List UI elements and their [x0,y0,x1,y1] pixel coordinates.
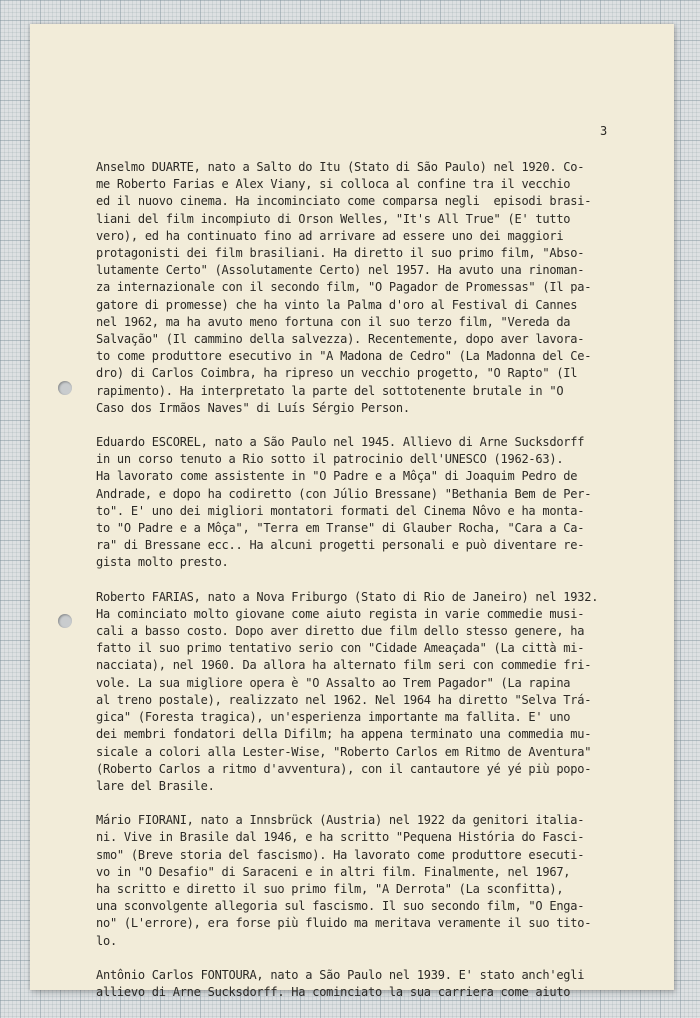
text-line: rapimento). Ha interpretato la parte del sottotenente brutale in "O [96,383,564,398]
text-line: sicale a colori alla Lester-Wise, "Roberto Carlos em Ritmo de Aventura" [96,744,592,759]
text-line: protagonisti dei film brasiliani. Ha diretto il suo primo film, "Abso- [96,246,585,261]
text-line: ra" di Bressane ecc.. Ha alcuni progetti personali e può diventare re- [96,538,585,553]
text-line: Andrade, e dopo ha codiretto (con Júlio Bressane) "Bethania Bem de Per- [96,486,592,501]
text-line: to come produttore esecutivo in "A Madona de Cedro" (La Madonna del Ce- [96,349,592,364]
text-line: Mário FIORANI, nato a Innsbrück (Austria) nel 1922 da genitori italia- [96,813,585,828]
text-line: vole. La sua migliore opera è "O Assalto ao Trem Pagador" (La rapina [96,675,571,690]
text-line: ni. Vive in Brasile dal 1946, e ha scritto "Pequena História do Fasci- [96,830,585,845]
paragraph-mario-fiorani [96,812,664,950]
text-line: fatto il suo primo tentativo serio con "Cidade Ameaçada" (La città mi- [96,641,585,656]
text-line: Eduardo ESCOREL, nato a São Paulo nel 1945. Allievo di Arne Sucksdorff [96,435,585,450]
text-line: lare del Brasile. [96,778,215,793]
text-line: Ha lavorato come assistente in "O Padre e a Môça" di Joaquim Pedro de [96,469,578,484]
text-line: Roberto FARIAS, nato a Nova Friburgo (Stato di Rio de Janeiro) nel 1932. [96,589,599,604]
text-line: nacciata), nel 1960. Da allora ha alternato film seri con commedie fri- [96,658,592,673]
text-line: (Roberto Carlos a ritmo d'avventura), con il cantautore yé yé più popo- [96,761,592,776]
text-line: allievo di Arne Sucksdorff. Ha cominciato la sua carriera come aiuto [96,984,571,999]
paragraph-roberto-farias [96,589,664,795]
text-line: liani del film incompiuto di Orson Welles, "It's All True" (E' tutto [96,211,571,226]
text-line: dro) di Carlos Coimbra, ha ripreso un vecchio progetto, "O Rapto" (Il [96,366,578,381]
text-line: vero), ed ha continuato fino ad arrivare ad essere uno dei maggiori [96,228,564,243]
text-line: gica" (Foresta tragica), un'esperienza importante ma fallita. E' uno [96,710,571,725]
text-line: ha scritto e diretto il suo primo film, "A Derrota" (La sconfitta), [96,881,564,896]
text-line: vo in "O Desafio" di Saraceni e in altri film. Finalmente, nel 1967, [96,864,571,879]
text-line: no" (L'errore), era forse più fluido ma meritava veramente il suo tito- [96,916,592,931]
paragraph-antonio-carlos-fontoura [96,967,664,1001]
text-line: una sconvolgente allegoria sul fascismo. Il suo secondo film, "O Enga- [96,899,585,914]
page-number: 3 [600,124,608,138]
text-line: al treno postale), realizzato nel 1962. Nel 1964 ha diretto "Selva Trá- [96,692,592,707]
text-line: me Roberto Farias e Alex Viany, si colloca al confine tra il vecchio [96,177,571,192]
text-line: nel 1962, ma ha avuto meno fortuna con il suo terzo film, "Vereda da [96,314,571,329]
text-line: lutamente Certo" (Assolutamente Certo) nel 1957. Ha avuto una rinoman- [96,263,585,278]
paragraph-anselmo-duarte [96,159,664,417]
text-line: dei membri fondatori della Difilm; ha appena terminato una commedia mu- [96,727,592,742]
text-line: to". E' uno dei migliori montatori formati del Cinema Nôvo e ha monta- [96,503,585,518]
text-line: smo" (Breve storia del fascismo). Ha lavorato come produttore esecuti- [96,847,585,862]
typewritten-page [30,24,674,999]
text-line: Ha cominciato molto giovane come aiuto regista in varie commedie musi- [96,606,585,621]
text-line: za internazionale con il secondo film, "O Pagador de Promessas" (Il pa- [96,280,592,295]
text-line: gatore di promesse) che ha vinto la Palma d'oro al Festival di Cannes [96,297,578,312]
punch-hole-top [58,381,72,395]
text-line: Anselmo DUARTE, nato a Salto do Itu (Stato di São Paulo) nel 1920. Co- [96,160,585,174]
text-line: Caso dos Irmãos Naves" di Luís Sérgio Person. [96,400,410,415]
paragraph-eduardo-escorel [96,434,664,572]
document-body [96,159,664,1018]
text-line: cali a basso costo. Dopo aver diretto due film dello stesso genere, ha [96,624,585,639]
text-line: gista molto presto. [96,555,229,570]
text-line: Salvação" (Il cammino della salvezza). Recentemente, dopo aver lavora- [96,332,585,347]
text-line: lo. [96,933,117,948]
text-line: to "O Padre e a Môça", "Terra em Transe" di Glauber Rocha, "Cara a Ca- [96,521,585,536]
text-line: Antônio Carlos FONTOURA, nato a São Paulo nel 1939. E' stato anch'egli [96,967,585,982]
text-line: ed il nuovo cinema. Ha incominciato come comparsa negli episodi brasi- [96,194,592,209]
punch-hole-bottom [58,614,72,628]
text-line: in un corso tenuto a Rio sotto il patrocinio dell'UNESCO (1962-63). [96,452,564,467]
